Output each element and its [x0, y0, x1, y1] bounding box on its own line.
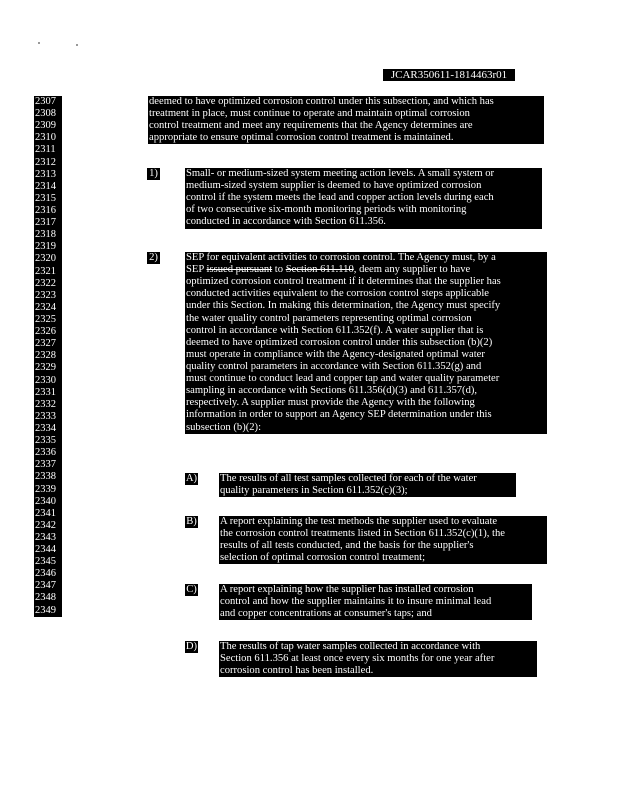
line-number: 2319: [35, 241, 56, 253]
line-number: 2320: [35, 253, 56, 265]
text-line: of two consecutive six-month monitoring periods with monitoring: [186, 204, 467, 216]
line-number: 2313: [35, 168, 56, 180]
text-line: subsection (b)(2):: [186, 421, 262, 433]
item-a-paragraph: [219, 473, 516, 497]
item-c-label: C): [186, 584, 197, 595]
line-number: 2336: [35, 447, 56, 459]
line-number: 2325: [35, 313, 56, 325]
text-line: conducted activities equivalent to the corrosion control steps applicable: [186, 288, 490, 300]
text-line: selection of optimal corrosion control treatment;: [220, 552, 426, 564]
text-line: control in accordance with Section 611.352(f). A water supplier that is: [186, 324, 484, 336]
text-line: Section 611.356 at least once every six months for one year after: [220, 653, 495, 665]
text-segment: to: [272, 264, 286, 276]
text-line: medium-sized system supplier is deemed to have optimized corrosion: [186, 180, 482, 192]
text-line: conducted in accordance with Section 611.356.: [186, 216, 386, 228]
item-b-paragraph: [219, 516, 547, 564]
line-number: 2341: [35, 507, 56, 519]
text-line: optimized corrosion control treatment if it determines that the supplier has: [186, 276, 501, 288]
line-number: 2312: [35, 156, 56, 168]
line-number: 2314: [35, 180, 56, 192]
line-number: 2329: [35, 362, 56, 374]
line-number: 2310: [35, 132, 56, 144]
line-number: 2343: [35, 531, 56, 543]
line-number: 2317: [35, 217, 56, 229]
intro-paragraph: [148, 96, 544, 144]
text-line: A report explaining how the supplier has installed corrosion: [220, 584, 474, 595]
line-number: 2324: [35, 301, 56, 313]
text-line: must operate in compliance with the Agency-designated optimal water: [186, 348, 485, 360]
line-number: 2331: [35, 386, 56, 398]
scan-specks: [38, 40, 88, 46]
text-line: Small- or medium-sized system meeting action levels. A small system or: [186, 168, 495, 179]
section-2-paragraph: [185, 252, 547, 434]
line-number: 2345: [35, 556, 56, 568]
line-number: 2349: [35, 604, 56, 616]
line-number: 2347: [35, 580, 56, 592]
line-number: 2318: [35, 229, 56, 241]
line-number: 2328: [35, 350, 56, 362]
text-line: SEP for equivalent activities to corrosion control. The Agency must, by a: [186, 252, 496, 263]
text-line: control if the system meets the lead and copper action levels during each: [186, 192, 494, 204]
line-number: 2348: [35, 592, 56, 604]
item-d-paragraph: [219, 641, 537, 677]
line-number: 2307: [35, 96, 56, 107]
line-number: 2339: [35, 483, 56, 495]
line-number: 2340: [35, 495, 56, 507]
text-line: quality parameters in Section 611.352(c)(3);: [220, 485, 408, 497]
line-number: 2327: [35, 338, 56, 350]
text-line: A report explaining the test methods the supplier used to evaluate: [220, 516, 498, 527]
line-number: 2323: [35, 289, 56, 301]
line-number: 2322: [35, 277, 56, 289]
text-segment: SEP: [186, 264, 207, 276]
item-d-label: D): [185, 641, 198, 652]
text-line: respectively. A supplier must provide the Agency with the following: [186, 397, 475, 409]
line-number: 2315: [35, 192, 56, 204]
line-number: 2311: [35, 144, 56, 156]
text-line: deemed to have optimized corrosion control under this subsection, and which has: [149, 96, 494, 107]
section-1-paragraph: [185, 168, 542, 229]
line-number: 2332: [35, 398, 56, 410]
line-number: 2330: [35, 374, 56, 386]
text-line: sampling in accordance with Sections 611.356(d)(3) and 611.357(d),: [186, 385, 478, 397]
struck-text: Section 611.110: [285, 264, 354, 276]
item-a-label: A): [185, 473, 198, 484]
line-number: 2337: [35, 459, 56, 471]
line-number: 2338: [35, 471, 56, 483]
text-line: must continue to conduct lead and copper tap and water quality parameter: [186, 373, 500, 385]
text-line: results of all tests conducted, and the basis for the supplier's: [220, 540, 474, 552]
scan-speck: [38, 42, 40, 44]
text-line: treatment in place, must continue to operate and maintain optimal corrosion: [149, 108, 470, 120]
text-line: [185, 264, 547, 276]
line-number: 2308: [35, 108, 56, 120]
item-b-label: B): [186, 516, 197, 527]
struck-text: issued pursuant: [206, 264, 273, 276]
section-2-label: 2): [147, 252, 160, 264]
line-number: 2346: [35, 568, 56, 580]
text-line: corrosion control has been installed.: [220, 665, 374, 677]
document-id: JCAR350611-1814463r01: [383, 69, 515, 81]
text-segment: , deem any supplier to have: [353, 264, 471, 276]
line-number: 2334: [35, 422, 56, 434]
line-number: 2333: [35, 410, 56, 422]
section-1-label: 1): [147, 168, 160, 180]
scan-speck: [76, 44, 78, 46]
text-line: control and how the supplier maintains it to insure minimal lead: [220, 596, 492, 608]
line-number: 2316: [35, 204, 56, 216]
text-line: deemed to have optimized corrosion control under this subsection (b)(2): [186, 336, 493, 348]
text-line: The results of tap water samples collected in accordance with: [220, 641, 481, 652]
line-number: 2326: [35, 326, 56, 338]
text-line: information in order to support an Agency SEP determination under this: [186, 409, 492, 421]
text-line: the corrosion control treatments listed in Section 611.352(c)(1), the: [220, 528, 505, 540]
item-c-paragraph: [219, 584, 532, 620]
line-number: 2335: [35, 435, 56, 447]
text-line: and copper concentrations at consumer's taps; and: [220, 608, 432, 620]
text-line: appropriate to ensure optimal corrosion control treatment is maintained.: [149, 132, 454, 144]
text-line: under this Section. In making this determination, the Agency must specify: [186, 300, 501, 312]
line-number: 2344: [35, 544, 56, 556]
line-number: 2342: [35, 519, 56, 531]
line-number-column: [34, 96, 62, 617]
line-number: 2309: [35, 120, 56, 132]
text-line: quality control parameters in accordance with Section 611.352(g) and: [186, 360, 482, 372]
line-number: 2321: [35, 265, 56, 277]
text-line: the water quality control parameters representing optimal corrosion: [186, 312, 472, 324]
text-line: control treatment and meet any requirements that the Agency determines are: [149, 120, 473, 132]
text-line: The results of all test samples collected for each of the water: [220, 473, 477, 484]
